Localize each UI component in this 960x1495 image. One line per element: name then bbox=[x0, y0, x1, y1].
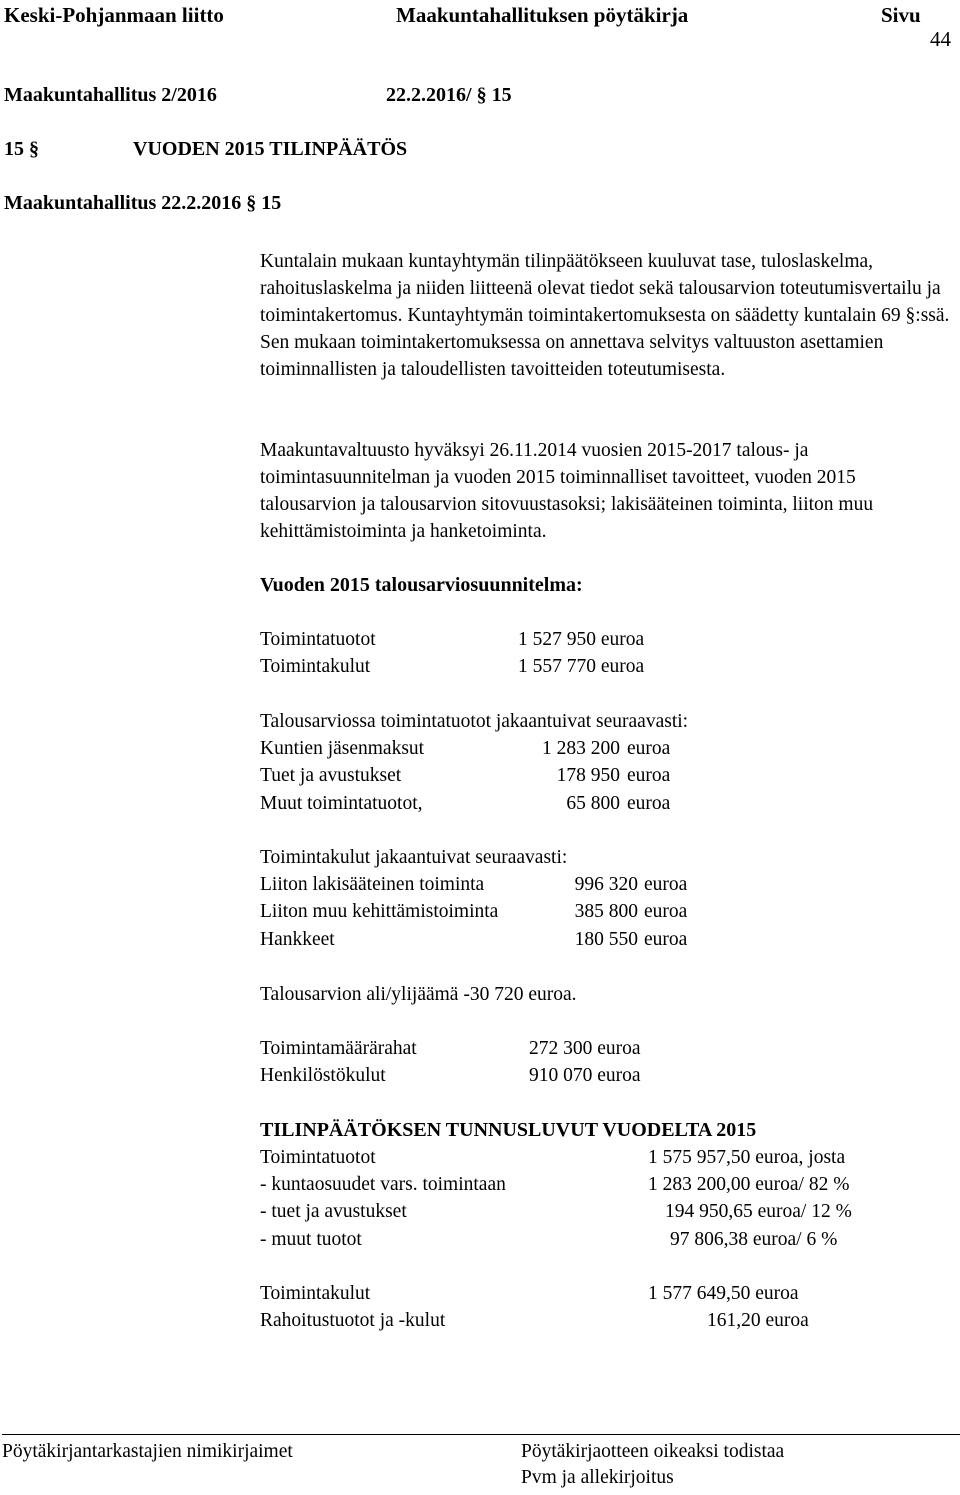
paragraph-2 bbox=[260, 437, 950, 545]
budget-row-value: 1 557 770 euroa bbox=[518, 656, 645, 677]
meeting-ref-number: 15 bbox=[491, 84, 512, 106]
header-doc-type: Maakuntahallituksen pöytäkirja bbox=[396, 3, 689, 27]
appropriation-row-value: 272 300 euroa bbox=[529, 1038, 641, 1059]
income-row-label: Tuet ja avustukset bbox=[260, 765, 402, 786]
key-figures-row-label: Rahoitustuotot ja -kulut bbox=[260, 1310, 446, 1331]
appropriation-row-label: Henkilöstökulut bbox=[260, 1065, 386, 1086]
expense-row-unit: euroa bbox=[644, 874, 688, 895]
income-row-unit: euroa bbox=[627, 793, 671, 814]
section-title: VUODEN 2015 TILINPÄÄTÖS bbox=[133, 138, 408, 160]
expense-heading: Toimintakulut jakaantuivat seuraavasti: bbox=[260, 847, 568, 868]
expense-row-label: Liiton muu kehittämistoiminta bbox=[260, 901, 499, 922]
budget-row-label: Toimintatuotot bbox=[260, 629, 376, 650]
key-figures-row-label: - muut tuotot bbox=[260, 1229, 362, 1250]
income-row-amount: 1 283 200 bbox=[542, 738, 620, 759]
key-figures-row-label: - tuet ja avustukset bbox=[260, 1201, 407, 1222]
deficit-line: Talousarvion ali/ylijäämä -30 720 euroa. bbox=[260, 984, 577, 1005]
section-sign-icon: § bbox=[471, 84, 492, 106]
expense-row-amount: 180 550 bbox=[574, 929, 638, 950]
key-figures-row-value: 1 575 957,50 euroa, josta bbox=[648, 1147, 846, 1168]
expense-row-amount: 996 320 bbox=[574, 874, 638, 895]
paragraph-1-text: Kuntalain mukaan kuntayhtymän tilinpäätökseen kuuluvat tase, tuloslaskelma, rahoituslaskelma ja niiden liitteenä olevat tiedot sekä talousarvion toteutumisvertailu ja toimintakertomus. Kuntayhtymän toimintakertomuksesta on säädetty kuntalain 69 §:ssä. Sen mukaan toimintakertomuksessa on annettava selvitys valtuuston asettamien toiminnallisten ja taloudellisten tavoitteiden toteutumisesta. bbox=[260, 251, 950, 380]
section-number-text: 15 bbox=[4, 138, 24, 160]
meeting-ref-date: 22.2.2016/ bbox=[386, 84, 472, 106]
expense-row-label: Hankkeet bbox=[260, 929, 335, 950]
footer-left: Pöytäkirjantarkastajien nimikirjaimet bbox=[2, 1441, 293, 1462]
footer-divider bbox=[2, 1434, 960, 1435]
income-row-unit: euroa bbox=[627, 765, 671, 786]
paragraph-1 bbox=[260, 248, 950, 383]
section-number bbox=[4, 138, 39, 161]
key-figures-row-value: 161,20 euroa bbox=[707, 1310, 809, 1331]
key-figures-row-value: 1 577 649,50 euroa bbox=[648, 1283, 799, 1304]
income-row-label: Kuntien jäsenmaksut bbox=[260, 738, 425, 759]
budget-heading: Vuoden 2015 talousarviosuunnitelma: bbox=[260, 574, 583, 596]
income-row-label: Muut toimintatuotot, bbox=[260, 793, 423, 814]
appropriation-row-value: 910 070 euroa bbox=[529, 1065, 641, 1086]
paragraph-2-text: Maakuntavaltuusto hyväksyi 26.11.2014 vuosien 2015-2017 talous- ja toimintasuunnitelman ja vuoden 2015 toiminnalliset tavoitteet, vuoden 2015 talousarvion ja talousarvion sitovuustasoksi; lakisääteinen toiminta, liiton muu kehittämistoiminta ja hanketoiminta. bbox=[260, 440, 874, 542]
key-figures-row-label: Toimintakulut bbox=[260, 1283, 371, 1304]
header-org: Keski-Pohjanmaan liitto bbox=[4, 3, 224, 27]
header-page-label: Sivu bbox=[881, 3, 921, 27]
key-figures-row-value: 97 806,38 euroa/ 6 % bbox=[670, 1229, 838, 1250]
income-row-amount: 65 800 bbox=[566, 793, 620, 814]
appropriation-row-label: Toimintamäärärahat bbox=[260, 1038, 417, 1059]
key-figures-row-value: 194 950,65 euroa/ 12 % bbox=[665, 1201, 852, 1222]
key-figures-row-label: - kuntaosuudet vars. toimintaan bbox=[260, 1174, 506, 1195]
key-figures-heading: TILINPÄÄTÖKSEN TUNNUSLUVUT VUODELTA 2015 bbox=[260, 1119, 757, 1141]
subheader bbox=[4, 192, 281, 215]
expense-row-unit: euroa bbox=[644, 929, 688, 950]
section-sign-icon: § bbox=[24, 138, 39, 160]
income-heading: Talousarviossa toimintatuotot jakaantuivat seuraavasti: bbox=[260, 711, 689, 732]
expense-row-amount: 385 800 bbox=[574, 901, 638, 922]
income-row-amount: 178 950 bbox=[556, 765, 620, 786]
meeting-body: Maakuntahallitus 2/2016 bbox=[4, 84, 217, 106]
budget-row-label: Toimintakulut bbox=[260, 656, 371, 677]
expense-row-label: Liiton lakisääteinen toiminta bbox=[260, 874, 485, 895]
key-figures-row-value: 1 283 200,00 euroa/ 82 % bbox=[648, 1174, 850, 1195]
subheader-number: 15 bbox=[261, 192, 282, 214]
expense-row-unit: euroa bbox=[644, 901, 688, 922]
footer-right-line2: Pvm ja allekirjoitus bbox=[521, 1467, 674, 1488]
income-row-unit: euroa bbox=[627, 738, 671, 759]
budget-row-value: 1 527 950 euroa bbox=[518, 629, 645, 650]
header-page-number: 44 bbox=[930, 27, 951, 51]
section-sign-icon: § bbox=[241, 192, 262, 214]
footer-right-line1: Pöytäkirjaotteen oikeaksi todistaa bbox=[521, 1441, 785, 1462]
key-figures-row-label: Toimintatuotot bbox=[260, 1147, 376, 1168]
subheader-text: Maakuntahallitus 22.2.2016 bbox=[4, 192, 242, 214]
meeting-ref bbox=[386, 84, 512, 107]
